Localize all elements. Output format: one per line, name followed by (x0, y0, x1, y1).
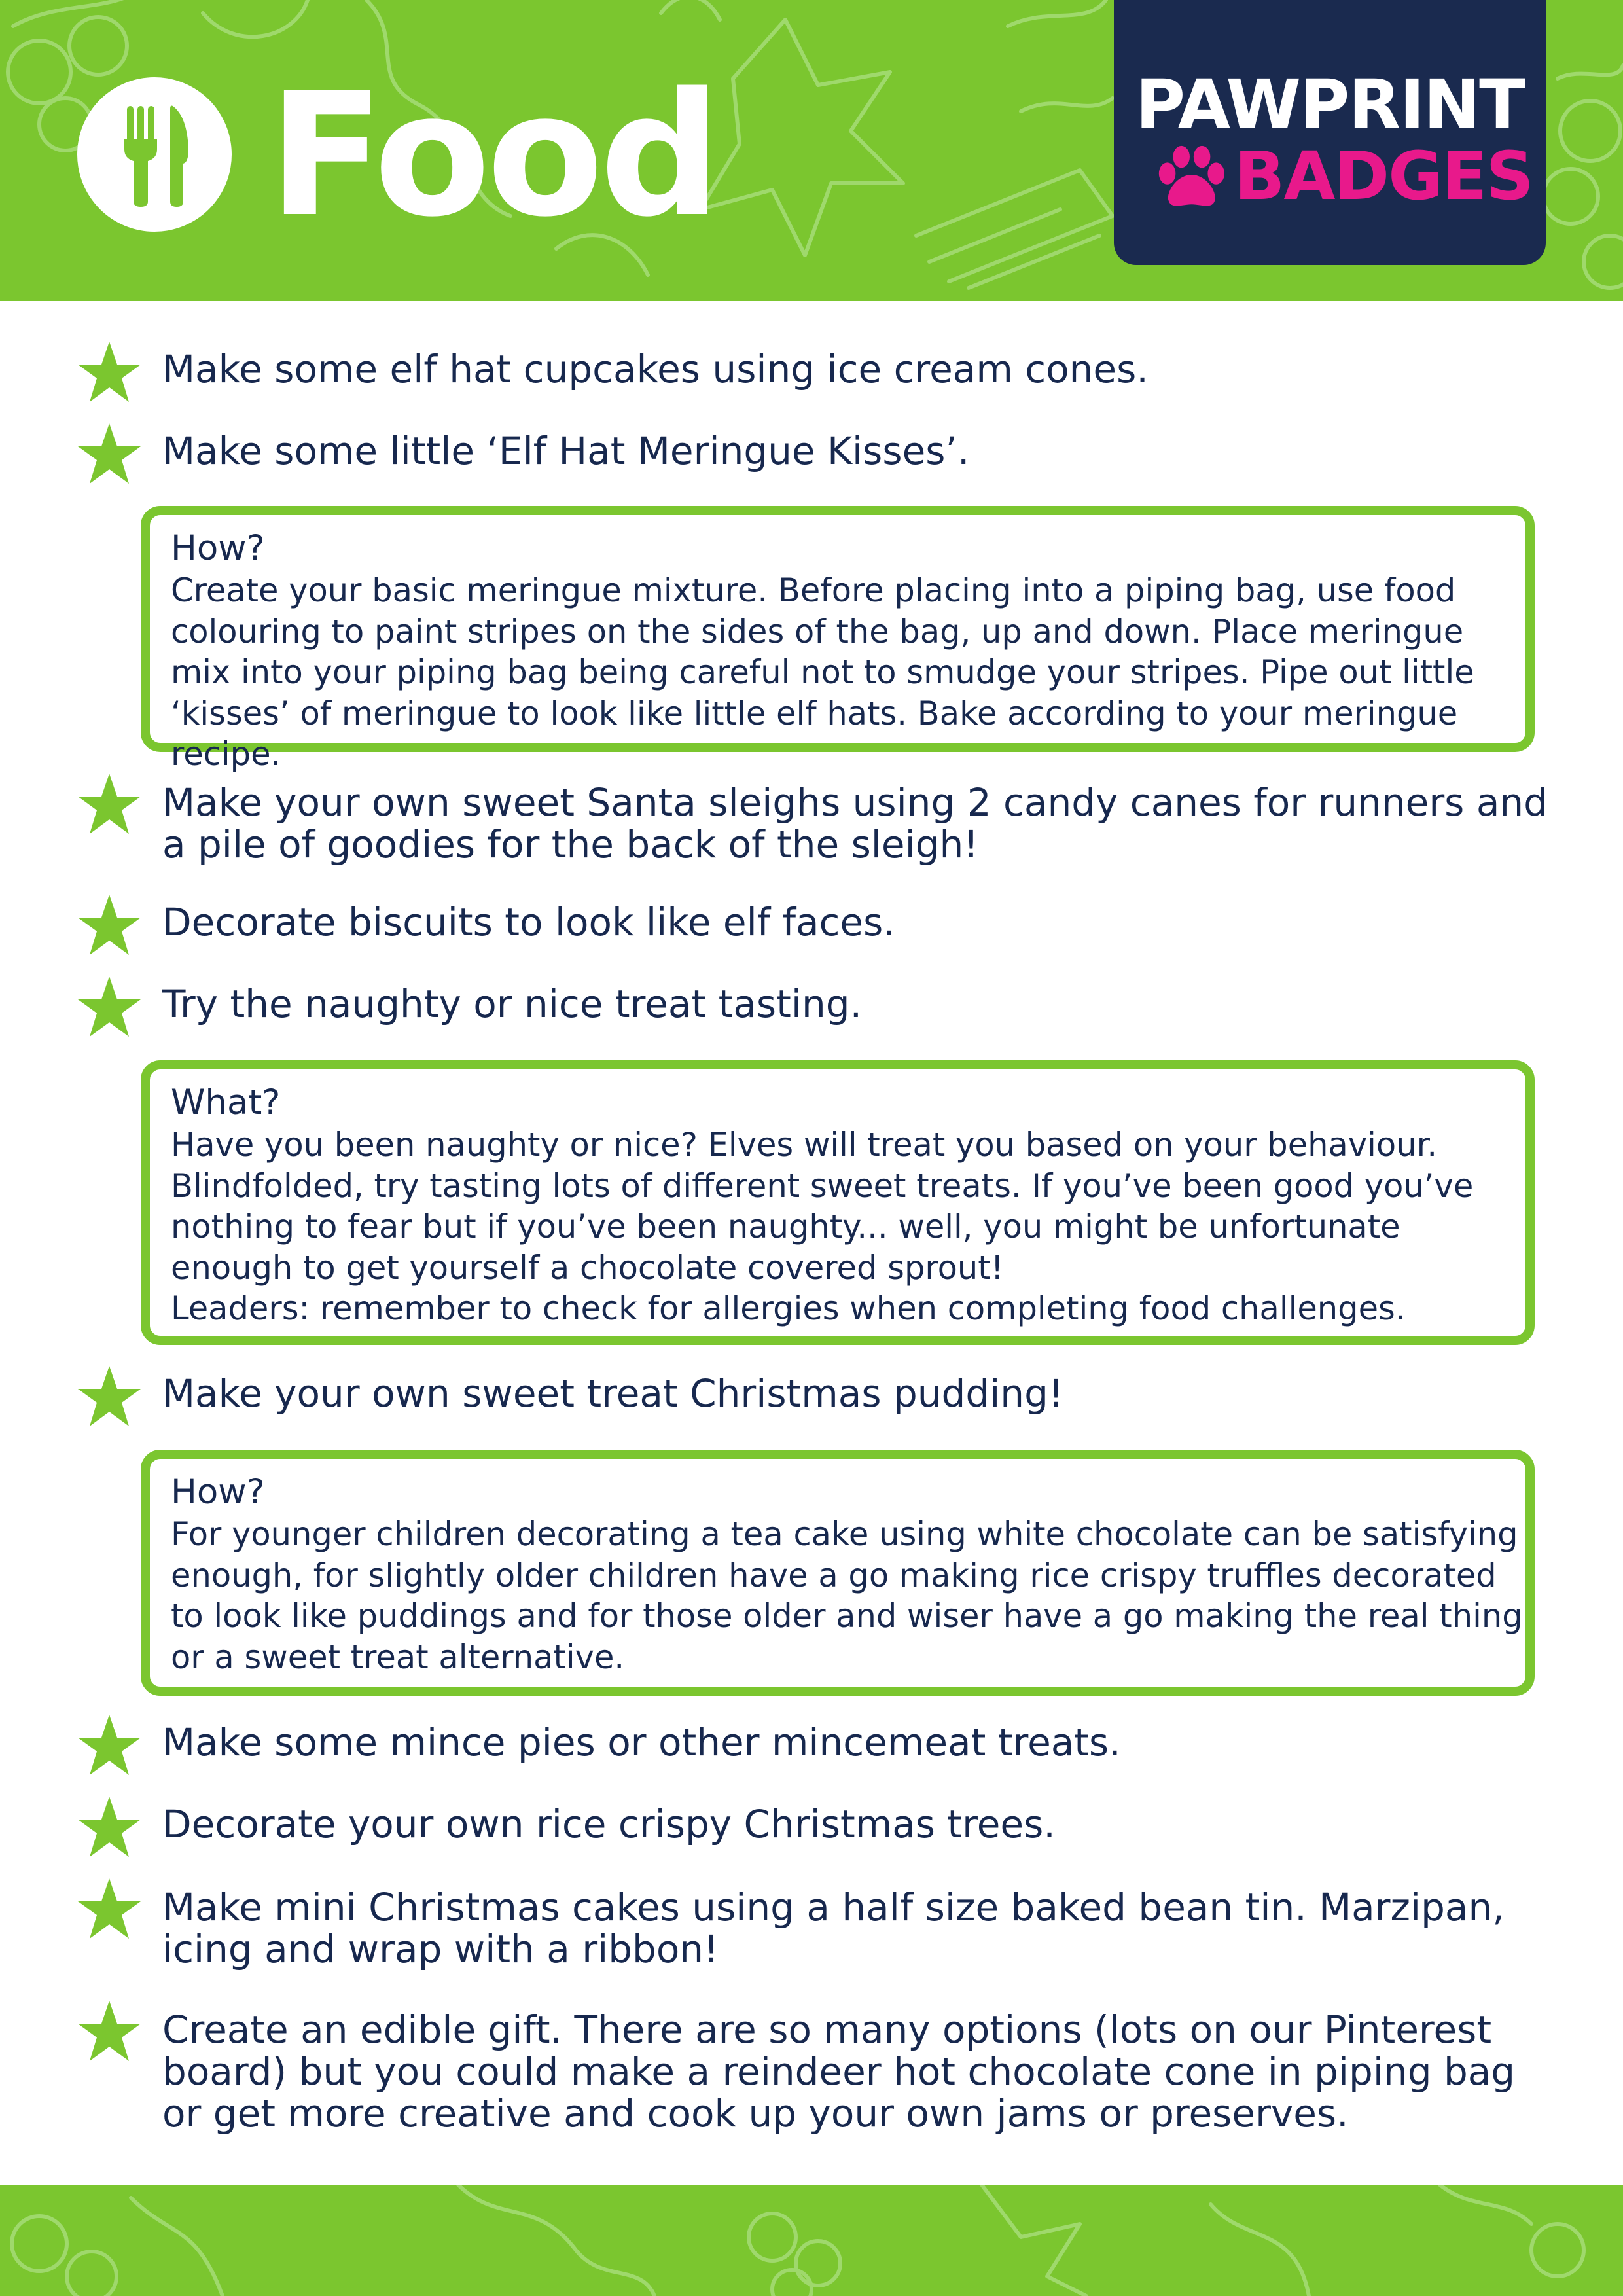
info-box-what (141, 1060, 1535, 1345)
item-text: Make some elf hat cupcakes using ice cream cones. (162, 347, 1149, 391)
header-banner (0, 0, 1623, 301)
item-text: Make your own sweet Santa sleighs using 2 candy canes for runners and a pile of goodies for the back of the sleigh! (162, 780, 1548, 867)
box-note: Leaders: remember to check for allergies when completing food challenges. (171, 1289, 1406, 1327)
star-bullet-icon (77, 1795, 142, 1861)
star-bullet-icon (77, 1365, 142, 1430)
star-bullet-icon (77, 422, 142, 488)
item-text: Try the naughty or nice treat tasting. (162, 982, 863, 1026)
logo-badges-row (1153, 137, 1533, 216)
item-text: Make some mince pies or other mincemeat treats. (162, 1720, 1121, 1765)
logo-text-pawprint: PAWPRINT (1135, 65, 1525, 145)
box-body: Have you been naughty or nice? Elves will treat you based on your behaviour. Blindfolded, try tasting lots of different sweet treats. If you’ve been good you’ve nothing to fear but if you’ve been naughty... well, you might be unfortunate enough to get yourself a chocolate covered sprout! (171, 1126, 1474, 1287)
star-bullet-icon (77, 772, 142, 838)
box-heading: How? (171, 528, 265, 568)
item-text: Make your own sweet treat Christmas pudding! (162, 1371, 1064, 1416)
star-bullet-icon (77, 975, 142, 1041)
footer-banner (0, 2185, 1623, 2296)
star-bullet-icon (77, 1713, 142, 1779)
item-text: Make mini Christmas cakes using a half size baked bean tin. Marzipan, icing and wrap with a ribbon! (162, 1885, 1505, 1971)
christmas-pattern-decoration (0, 2185, 1623, 2296)
box-heading: How? (171, 1472, 265, 1512)
logo-text-badges: BADGES (1234, 137, 1533, 215)
info-box-how (141, 506, 1535, 773)
box-heading: What? (171, 1083, 281, 1122)
fork-knife-icon (77, 77, 232, 232)
pawprint-badges-logo (1114, 0, 1546, 265)
info-box-how (141, 1450, 1535, 1696)
star-bullet-icon (77, 2000, 142, 2065)
item-text: Decorate biscuits to look like elf faces. (162, 900, 895, 944)
paw-icon (1153, 141, 1230, 213)
box-body: For younger children decorating a tea cake using white chocolate can be satisfying enough, for slightly older children have a go making rice crispy truffles decorated to look like puddings and for those older and wiser have a go making the real thing or a sweet treat alternative. (171, 1515, 1523, 1676)
box-body: Create your basic meringue mixture. Before placing into a piping bag, use food colouring to paint stripes on the sides of the bag, up and down. Place meringue mix into your piping bag being careful not to smudge your stripes. Pipe out little ‘kisses’ of meringue to look like little elf hats. Bake according to your meringue recipe. (171, 571, 1474, 773)
page-title: Food (268, 57, 718, 255)
item-text: Decorate your own rice crispy Christmas trees. (162, 1802, 1056, 1846)
star-bullet-icon (77, 340, 142, 406)
star-bullet-icon (77, 893, 142, 959)
item-text: Make some little ‘Elf Hat Meringue Kisses’. (162, 429, 970, 473)
item-text: Create an edible gift. There are so many options (lots on our Pinterest board) but you could make a reindeer hot chocolate cone in piping bag or get more creative and cook up your own jams or preserves. (162, 2007, 1516, 2136)
star-bullet-icon (77, 1877, 142, 1943)
